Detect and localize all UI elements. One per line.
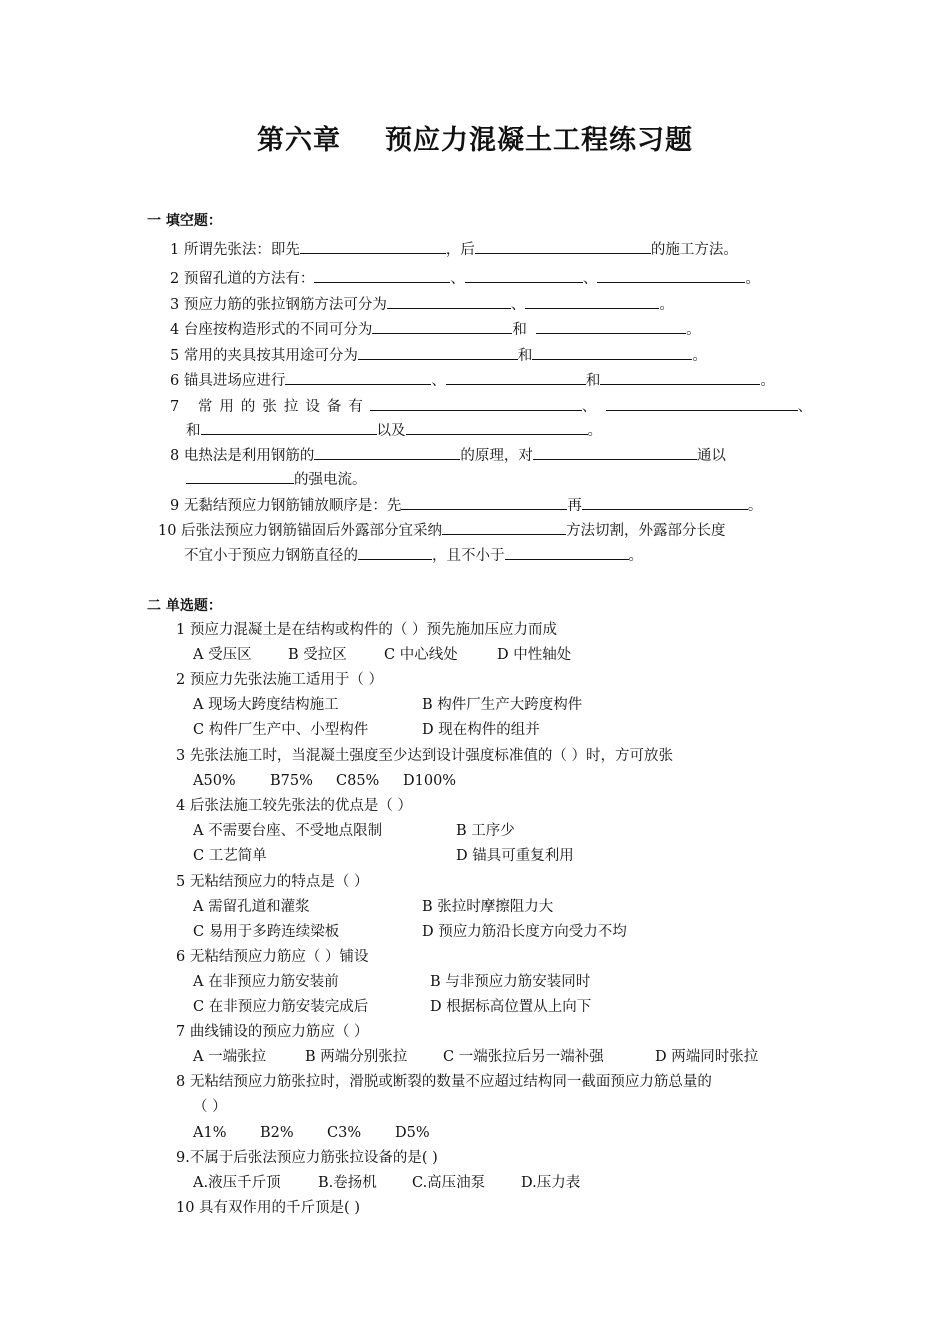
mc-q4-option-b: B 工序少 xyxy=(456,823,515,839)
mc-q8-option-c: C3% xyxy=(327,1125,362,1141)
answer-blank xyxy=(505,544,629,560)
mc-q2-option-a: A 现场大跨度结构施工 xyxy=(193,697,339,713)
fill-q3: 3 预应力筋的张拉钢筋方法可分为 、 。 xyxy=(170,293,674,315)
answer-blank xyxy=(475,238,651,254)
mc-q4-option-a: A 不需要台座、不受地点限制 xyxy=(193,823,383,839)
mc-q3-option-d: D100% xyxy=(403,773,457,789)
answer-blank xyxy=(370,395,582,411)
fill-q7: 7 常用的张拉设备有 、 、 xyxy=(170,395,812,417)
fill-q4: 4 台座按构造形式的不同可分为 和 。 xyxy=(170,318,701,340)
mc-q9-option-b: B.卷扬机 xyxy=(318,1175,377,1191)
section-single-choice-heading: 二 单选题： xyxy=(147,598,222,614)
answer-blank xyxy=(536,318,686,334)
mc-q5-stem: 5 无粘结预应力的特点是（ ） xyxy=(176,874,369,890)
mc-q5-option-d: D 预应力筋沿长度方向受力不均 xyxy=(422,924,627,940)
mc-q7-option-c: C 一端张拉后另一端补强 xyxy=(443,1049,604,1065)
mc-q1-option-b: B 受拉区 xyxy=(288,647,347,663)
answer-blank xyxy=(314,444,460,460)
mc-q1-option-c: C 中心线处 xyxy=(384,647,458,663)
answer-blank xyxy=(285,369,431,385)
mc-q4-option-d: D 锚具可重复利用 xyxy=(456,848,574,864)
answer-blank xyxy=(446,369,586,385)
mc-q10-stem: 10 具有双作用的千斤顶是( ) xyxy=(176,1200,360,1216)
answer-blank xyxy=(387,293,511,309)
answer-blank xyxy=(358,544,432,560)
mc-q3-option-c: C85% xyxy=(336,773,380,789)
mc-q5-option-c: C 易用于多跨连续梁板 xyxy=(193,924,340,940)
answer-blank xyxy=(597,267,745,283)
mc-q7-option-b: B 两端分别张拉 xyxy=(305,1049,408,1065)
chapter-name: 预应力混凝土工程练习题 xyxy=(385,125,693,156)
answer-blank xyxy=(532,344,692,360)
answer-blank xyxy=(442,519,566,535)
mc-q8-stem: 8 无粘结预应力筋张拉时，滑脱或断裂的数量不应超过结构同一截面预应力筋总量的 xyxy=(176,1074,712,1090)
fill-q8: 8 电热法是利用钢筋的 的原理，对 通以 xyxy=(170,444,726,466)
answer-blank xyxy=(525,293,659,309)
chapter-label: 第六章 xyxy=(257,125,341,156)
fill-q5: 5 常用的夹具按其用途可分为 和 。 xyxy=(170,344,707,366)
mc-q3-stem: 3 先张法施工时，当混凝土强度至少达到设计强度标准值的（ ）时，方可放张 xyxy=(176,748,673,764)
mc-q5-option-b: B 张拉时摩擦阻力大 xyxy=(422,899,554,915)
answer-blank xyxy=(406,419,588,435)
answer-blank xyxy=(401,494,567,510)
mc-q8-option-b: B2% xyxy=(260,1125,294,1141)
mc-q4-stem: 4 后张法施工较先张法的优点是（ ） xyxy=(176,798,412,814)
answer-blank xyxy=(314,267,450,283)
answer-blank xyxy=(600,369,760,385)
mc-q1-option-a: A 受压区 xyxy=(193,647,252,663)
mc-q6-option-b: B 与非预应力筋安装同时 xyxy=(430,974,591,990)
fill-q7-cont: 和 以及 。 xyxy=(186,419,602,441)
mc-q2-option-c: C 构件厂生产中、小型构件 xyxy=(193,722,369,738)
answer-blank xyxy=(533,444,697,460)
mc-q8-stem-cont: （ ） xyxy=(193,1099,227,1115)
mc-q7-option-a: A 一端张拉 xyxy=(193,1049,267,1065)
answer-blank xyxy=(372,318,512,334)
mc-q2-option-d: D 现在构件的组并 xyxy=(422,722,540,738)
fill-q2: 2 预留孔道的方法有： 、 、 。 xyxy=(170,267,760,289)
mc-q2-stem: 2 预应力先张法施工适用于（ ） xyxy=(176,672,383,688)
fill-q9: 9 无黏结预应力钢筋铺放顺序是：先 再 。 xyxy=(170,494,762,516)
mc-q7-stem: 7 曲线铺设的预应力筋应（ ） xyxy=(176,1024,369,1040)
mc-q8-option-d: D5% xyxy=(395,1125,430,1141)
answer-blank xyxy=(465,267,583,283)
mc-q6-stem: 6 无粘结预应力筋应（ ）铺设 xyxy=(176,949,369,965)
section-fill-blank-heading: 一 填空题： xyxy=(147,213,222,229)
answer-blank xyxy=(300,238,446,254)
mc-q9-stem: 9.不属于后张法预应力筋张拉设备的是( ) xyxy=(176,1150,438,1166)
mc-q8-option-a: A1% xyxy=(193,1125,227,1141)
mc-q1-stem: 1 预应力混凝土是在结构或构件的（ ）预先施加压应力而成 xyxy=(176,622,557,638)
answer-blank xyxy=(606,395,798,411)
mc-q6-option-a: A 在非预应力筋安装前 xyxy=(193,974,339,990)
mc-q7-option-d: D 两端同时张拉 xyxy=(655,1049,759,1065)
mc-q1-option-d: D 中性轴处 xyxy=(497,647,572,663)
fill-q10: 10 后张法预应力钢筋锚固后外露部分宜采纳 方法切割，外露部分长度 xyxy=(158,519,726,541)
mc-q5-option-a: A 需留孔道和灌浆 xyxy=(193,899,310,915)
mc-q6-option-d: D 根据标高位置从上向下 xyxy=(430,999,592,1015)
fill-q1: 1 所谓先张法：即先 ，后 的施工方法。 xyxy=(170,238,738,260)
page-title xyxy=(0,118,950,157)
mc-q6-option-c: C 在非预应力筋安装完成后 xyxy=(193,999,369,1015)
mc-q2-option-b: B 构件厂生产大跨度构件 xyxy=(422,697,583,713)
answer-blank xyxy=(186,468,294,484)
fill-q6: 6 锚具进场应进行 、 和 。 xyxy=(170,369,775,391)
answer-blank xyxy=(201,419,377,435)
mc-q4-option-c: C 工艺简单 xyxy=(193,848,267,864)
answer-blank xyxy=(582,494,748,510)
fill-q10-cont: 不宜小于预应力钢筋直径的 ，且不小于 。 xyxy=(184,544,643,566)
mc-q3-option-a: A50% xyxy=(193,773,236,789)
mc-q9-option-a: A.液压千斤顶 xyxy=(193,1175,281,1191)
mc-q9-option-c: C.高压油泵 xyxy=(412,1175,486,1191)
mc-q3-option-b: B75% xyxy=(270,773,313,789)
fill-q8-cont: 的强电流。 xyxy=(186,468,367,490)
answer-blank xyxy=(358,344,518,360)
mc-q9-option-d: D.压力表 xyxy=(521,1175,581,1191)
